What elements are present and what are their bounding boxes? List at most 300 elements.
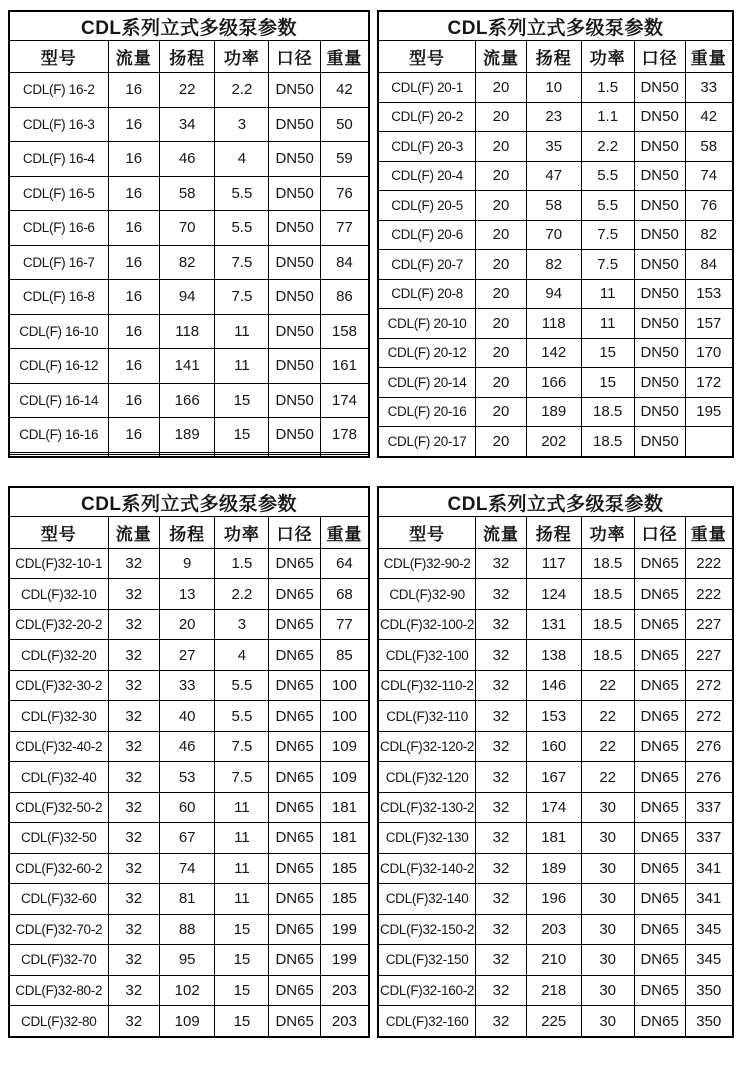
table-cell: DN50 (634, 368, 685, 398)
table-cell: CDL(F)32-80-2 (9, 975, 108, 1005)
table-cell: 95 (159, 945, 214, 975)
table-cell: 47 (526, 161, 581, 191)
table-title-row (9, 11, 369, 41)
table-cell: 11 (215, 314, 269, 349)
table-cell: CDL(F)32-40-2 (9, 731, 108, 761)
table-cell: 85 (320, 640, 369, 670)
table-cell: 189 (159, 418, 214, 453)
table-cell: 181 (320, 792, 369, 822)
table-cell: 222 (685, 549, 733, 579)
table-row (9, 211, 369, 246)
column-header: 扬程 (159, 517, 214, 549)
table-row (378, 945, 733, 975)
column-header: 重量 (685, 41, 733, 73)
table-cell: 11 (215, 853, 269, 883)
table-cell: 70 (159, 211, 214, 246)
table-cell: 3 (215, 609, 269, 639)
table-cell: 30 (581, 792, 634, 822)
table-cell: DN65 (269, 853, 320, 883)
table-row (9, 731, 369, 761)
table-cell: CDL(F)32-30-2 (9, 670, 108, 700)
table-cell: 138 (526, 640, 581, 670)
table-cell: 199 (320, 945, 369, 975)
table-row (378, 579, 733, 609)
table-cell: DN65 (634, 823, 685, 853)
table-cell: 33 (159, 670, 214, 700)
pump-table-cdl20 (377, 10, 734, 458)
table-cell: DN65 (269, 701, 320, 731)
table-cell: 4 (215, 640, 269, 670)
table-cell: CDL(F) 16-12 (9, 349, 108, 384)
table-cell: 46 (159, 731, 214, 761)
table-cell: 81 (159, 884, 214, 914)
table-cell: CDL(F) 16-2 (9, 73, 108, 108)
table-cell: CDL(F) 20-1 (378, 73, 476, 103)
table-cell: 32 (108, 975, 159, 1005)
table-cell: 30 (581, 853, 634, 883)
table-row (9, 792, 369, 822)
table-cell: 142 (526, 338, 581, 368)
table-cell: 118 (526, 309, 581, 339)
table-cell (269, 454, 320, 457)
table-cell: CDL(F)32-10-1 (9, 549, 108, 579)
column-header: 功率 (215, 41, 269, 73)
table-cell: DN65 (269, 731, 320, 761)
table-cell: DN65 (269, 823, 320, 853)
table-cell: CDL(F)32-20 (9, 640, 108, 670)
table-cell: 27 (159, 640, 214, 670)
table-cell: 16 (108, 107, 159, 142)
table-cell: 15 (215, 975, 269, 1005)
table-cell: DN65 (634, 670, 685, 700)
table-cell: DN65 (634, 762, 685, 792)
table-cell: CDL(F)32-50 (9, 823, 108, 853)
table-cell: 15 (215, 914, 269, 944)
table-row (9, 176, 369, 211)
table-row (9, 245, 369, 280)
table-title: CDL系列立式多级泵参数 (9, 487, 369, 517)
table-row (378, 338, 733, 368)
column-header: 型号 (378, 517, 476, 549)
table-cell: 7.5 (215, 731, 269, 761)
table-title: CDL系列立式多级泵参数 (378, 11, 733, 41)
table-cell: DN50 (634, 191, 685, 221)
table-row (9, 418, 369, 453)
table-cell: DN50 (269, 176, 320, 211)
table-row (378, 161, 733, 191)
table-cell: 16 (108, 349, 159, 384)
table-cell: DN65 (269, 640, 320, 670)
table-cell: 7.5 (215, 245, 269, 280)
table-cell: 32 (108, 823, 159, 853)
table-row (378, 368, 733, 398)
table-cell: 34 (159, 107, 214, 142)
table-cell: CDL(F)32-150 (378, 945, 476, 975)
table-cell: 30 (581, 823, 634, 853)
table-header-row (378, 41, 733, 73)
table-cell: 30 (581, 975, 634, 1005)
table-cell: 189 (526, 397, 581, 427)
table-cell: CDL(F)32-160 (378, 1006, 476, 1037)
table-row (9, 73, 369, 108)
table-cell: 15 (215, 945, 269, 975)
table-cell: 195 (685, 397, 733, 427)
pump-table-cdl32-low (8, 486, 370, 1038)
table-cell: 5.5 (581, 161, 634, 191)
table-cell: 146 (526, 670, 581, 700)
table-cell: DN65 (269, 670, 320, 700)
table-cell: 203 (320, 975, 369, 1005)
table-cell: 100 (320, 701, 369, 731)
table-title-row (378, 11, 733, 41)
table-cell: 350 (685, 975, 733, 1005)
table-row (378, 427, 733, 458)
table-cell: 124 (526, 579, 581, 609)
table-cell: DN65 (634, 701, 685, 731)
table-cell: 16 (108, 418, 159, 453)
table-cell: 42 (320, 73, 369, 108)
table-cell: 20 (476, 250, 527, 280)
table-row (378, 397, 733, 427)
table-cell: 7.5 (581, 220, 634, 250)
table-cell: 7.5 (215, 280, 269, 315)
table-cell: 82 (159, 245, 214, 280)
table-cell: 178 (320, 418, 369, 453)
table-cell: DN65 (634, 853, 685, 883)
column-header: 功率 (581, 41, 634, 73)
table-cell (320, 454, 369, 457)
table-cell: 109 (159, 1006, 214, 1037)
column-header: 流量 (476, 41, 527, 73)
table-cell: CDL(F)32-150-2 (378, 914, 476, 944)
column-header: 重量 (685, 517, 733, 549)
table-cell: 20 (476, 220, 527, 250)
table-row (9, 454, 369, 457)
table-cell: 11 (215, 349, 269, 384)
table-cell: 64 (320, 549, 369, 579)
table-cell: 181 (320, 823, 369, 853)
table-cell: 50 (320, 107, 369, 142)
table-cell: DN50 (634, 338, 685, 368)
table-cell: DN50 (634, 132, 685, 162)
table-title-row (378, 487, 733, 517)
table-cell: DN50 (269, 280, 320, 315)
table-cell: 5.5 (215, 701, 269, 731)
table-row (378, 132, 733, 162)
column-header: 口径 (269, 517, 320, 549)
table-cell: 11 (581, 309, 634, 339)
table-cell: DN50 (269, 211, 320, 246)
table-cell: 32 (476, 853, 527, 883)
table-cell: 16 (108, 211, 159, 246)
table-cell: 341 (685, 853, 733, 883)
table-cell: 16 (108, 142, 159, 177)
table-cell: DN50 (269, 349, 320, 384)
table-cell: 16 (108, 383, 159, 418)
table-cell: 345 (685, 914, 733, 944)
table-cell: 22 (159, 73, 214, 108)
table-cell: 59 (320, 142, 369, 177)
table-cell: 7.5 (215, 762, 269, 792)
table-cell: 32 (108, 1006, 159, 1037)
table-row (378, 792, 733, 822)
table-cell: CDL(F)32-20-2 (9, 609, 108, 639)
table-cell: 30 (581, 884, 634, 914)
table-cell: 181 (526, 823, 581, 853)
table-cell: CDL(F)32-50-2 (9, 792, 108, 822)
table-cell: DN50 (269, 107, 320, 142)
table-row (378, 853, 733, 883)
table-row (378, 670, 733, 700)
column-header: 扬程 (526, 517, 581, 549)
table-row (9, 142, 369, 177)
column-header: 重量 (320, 517, 369, 549)
table-cell: 20 (476, 309, 527, 339)
table-cell: 68 (320, 579, 369, 609)
table-cell: 1.1 (581, 102, 634, 132)
table-cell: 18.5 (581, 397, 634, 427)
table-cell: 20 (476, 397, 527, 427)
table-cell: 16 (108, 73, 159, 108)
table-cell: CDL(F)32-100 (378, 640, 476, 670)
table-cell: DN65 (269, 975, 320, 1005)
table-cell: 337 (685, 792, 733, 822)
table-row (9, 314, 369, 349)
column-header: 口径 (269, 41, 320, 73)
table-cell: DN65 (269, 579, 320, 609)
table-cell: DN50 (269, 245, 320, 280)
table-cell: DN65 (634, 792, 685, 822)
table-cell: 5.5 (215, 176, 269, 211)
table-cell: 86 (320, 280, 369, 315)
table-cell: 222 (685, 579, 733, 609)
column-header: 型号 (9, 517, 108, 549)
table-cell: CDL(F) 20-7 (378, 250, 476, 280)
table-cell: 76 (685, 191, 733, 221)
table-cell: DN50 (634, 309, 685, 339)
table-cell: 11 (215, 884, 269, 914)
table-row (9, 975, 369, 1005)
table-cell: 345 (685, 945, 733, 975)
table-cell: DN65 (269, 762, 320, 792)
table-cell: 276 (685, 731, 733, 761)
table-cell: 32 (476, 945, 527, 975)
table-row (9, 280, 369, 315)
table-cell: 13 (159, 579, 214, 609)
table-cell: 30 (581, 914, 634, 944)
table-cell: 170 (685, 338, 733, 368)
table-row (378, 701, 733, 731)
table-cell: DN50 (269, 142, 320, 177)
table-cell: 272 (685, 670, 733, 700)
table-cell: CDL(F) 20-5 (378, 191, 476, 221)
table-cell: 15 (215, 1006, 269, 1037)
table-cell: CDL(F)32-110 (378, 701, 476, 731)
table-cell: CDL(F) 16-7 (9, 245, 108, 280)
table-cell: 174 (526, 792, 581, 822)
table-row (378, 1006, 733, 1037)
table-cell: CDL(F) 20-12 (378, 338, 476, 368)
table-cell: 2.2 (215, 579, 269, 609)
table-cell: CDL(F)32-70-2 (9, 914, 108, 944)
table-cell: 74 (159, 853, 214, 883)
table-cell: 77 (320, 211, 369, 246)
table-row (378, 884, 733, 914)
table-cell: CDL(F) 20-10 (378, 309, 476, 339)
table-cell: 203 (526, 914, 581, 944)
table-cell: DN50 (634, 161, 685, 191)
table-header-row (9, 41, 369, 73)
table-cell: 18.5 (581, 549, 634, 579)
table-cell: 53 (159, 762, 214, 792)
table-cell: 11 (581, 279, 634, 309)
table-cell: DN65 (634, 609, 685, 639)
table-cell: CDL(F) 20-17 (378, 427, 476, 458)
table-cell: DN65 (269, 1006, 320, 1037)
table-cell: 20 (476, 161, 527, 191)
column-header: 流量 (108, 41, 159, 73)
table-body (9, 549, 369, 1038)
table-cell: DN65 (269, 792, 320, 822)
table-cell: 227 (685, 640, 733, 670)
table-title: CDL系列立式多级泵参数 (9, 11, 369, 41)
table-cell: 225 (526, 1006, 581, 1037)
table-cell: CDL(F)32-80 (9, 1006, 108, 1037)
table-row (378, 220, 733, 250)
table-cell: 35 (526, 132, 581, 162)
table-cell: 32 (476, 762, 527, 792)
table-row (9, 349, 369, 384)
table-cell: 3 (215, 107, 269, 142)
table-cell: 2.2 (581, 132, 634, 162)
table-cell: 46 (159, 142, 214, 177)
table-cell: DN50 (634, 397, 685, 427)
table-cell: 2.2 (215, 73, 269, 108)
table-row (9, 579, 369, 609)
table-row (9, 884, 369, 914)
table-cell: 32 (108, 914, 159, 944)
table-row (378, 731, 733, 761)
column-header: 功率 (215, 517, 269, 549)
column-header: 重量 (320, 41, 369, 73)
table-row (378, 975, 733, 1005)
table-cell: 32 (108, 792, 159, 822)
table-cell: 100 (320, 670, 369, 700)
table-cell: 76 (320, 176, 369, 211)
table-row (378, 914, 733, 944)
table-row (9, 1006, 369, 1037)
table-cell: 20 (476, 191, 527, 221)
table-cell: 203 (320, 1006, 369, 1037)
table-cell: DN65 (634, 731, 685, 761)
table-cell: 16 (108, 176, 159, 211)
table-cell: 172 (685, 368, 733, 398)
table-cell: 210 (526, 945, 581, 975)
table-cell: DN65 (634, 579, 685, 609)
table-cell: 32 (476, 670, 527, 700)
table-row (9, 670, 369, 700)
table-cell: CDL(F) 16-6 (9, 211, 108, 246)
table-row (9, 609, 369, 639)
column-header: 流量 (476, 517, 527, 549)
pump-table-cdl16 (8, 10, 370, 458)
table-cell: 5.5 (215, 670, 269, 700)
table-row (378, 73, 733, 103)
table-cell: 153 (685, 279, 733, 309)
table-cell: CDL(F) 16-10 (9, 314, 108, 349)
table-cell: 185 (320, 853, 369, 883)
table-row (378, 549, 733, 579)
table-row (9, 945, 369, 975)
table-cell: 118 (159, 314, 214, 349)
table-cell: CDL(F)32-160-2 (378, 975, 476, 1005)
table-cell: 20 (476, 338, 527, 368)
table-cell: 77 (320, 609, 369, 639)
table-cell: 32 (476, 549, 527, 579)
table-cell: 5.5 (581, 191, 634, 221)
table-cell: DN50 (634, 279, 685, 309)
table-cell: 32 (108, 609, 159, 639)
table-row (9, 701, 369, 731)
table-cell: 15 (581, 338, 634, 368)
table-cell: CDL(F) 20-8 (378, 279, 476, 309)
table-row (378, 309, 733, 339)
table-cell: 84 (320, 245, 369, 280)
table-cell: CDL(F)32-60 (9, 884, 108, 914)
table-cell (9, 454, 108, 457)
table-cell: CDL(F)32-130 (378, 823, 476, 853)
table-cell: CDL(F)32-60-2 (9, 853, 108, 883)
table-cell: 82 (526, 250, 581, 280)
table-cell: CDL(F) 20-14 (378, 368, 476, 398)
table-cell: 1.5 (581, 73, 634, 103)
table-cell: DN50 (269, 73, 320, 108)
table-cell: 67 (159, 823, 214, 853)
table-cell: CDL(F)32-140-2 (378, 853, 476, 883)
table-cell: 32 (108, 731, 159, 761)
table-cell: 189 (526, 853, 581, 883)
table-cell: DN50 (634, 102, 685, 132)
table-cell: DN65 (269, 609, 320, 639)
table-cell: 11 (215, 792, 269, 822)
table-cell: 40 (159, 701, 214, 731)
table-cell: 30 (581, 1006, 634, 1037)
table-cell: 158 (320, 314, 369, 349)
table-cell: 94 (159, 280, 214, 315)
table-cell: 18.5 (581, 640, 634, 670)
table-cell: 32 (476, 731, 527, 761)
table-cell: CDL(F)32-120-2 (378, 731, 476, 761)
table-body (378, 549, 733, 1038)
table-cell: 58 (685, 132, 733, 162)
table-cell: DN65 (269, 884, 320, 914)
table-cell: DN65 (269, 914, 320, 944)
table-cell: CDL(F) 20-6 (378, 220, 476, 250)
table-row (9, 107, 369, 142)
table-cell: 167 (526, 762, 581, 792)
table-cell: 272 (685, 701, 733, 731)
table-cell: CDL(F)32-90-2 (378, 549, 476, 579)
table-cell: 227 (685, 609, 733, 639)
table-row (9, 640, 369, 670)
table-header-row (9, 517, 369, 549)
table-cell: 16 (108, 280, 159, 315)
table-title: CDL系列立式多级泵参数 (378, 487, 733, 517)
table-cell: DN65 (634, 640, 685, 670)
table-cell: DN65 (269, 549, 320, 579)
table-cell: DN50 (269, 314, 320, 349)
table-cell: 32 (108, 670, 159, 700)
